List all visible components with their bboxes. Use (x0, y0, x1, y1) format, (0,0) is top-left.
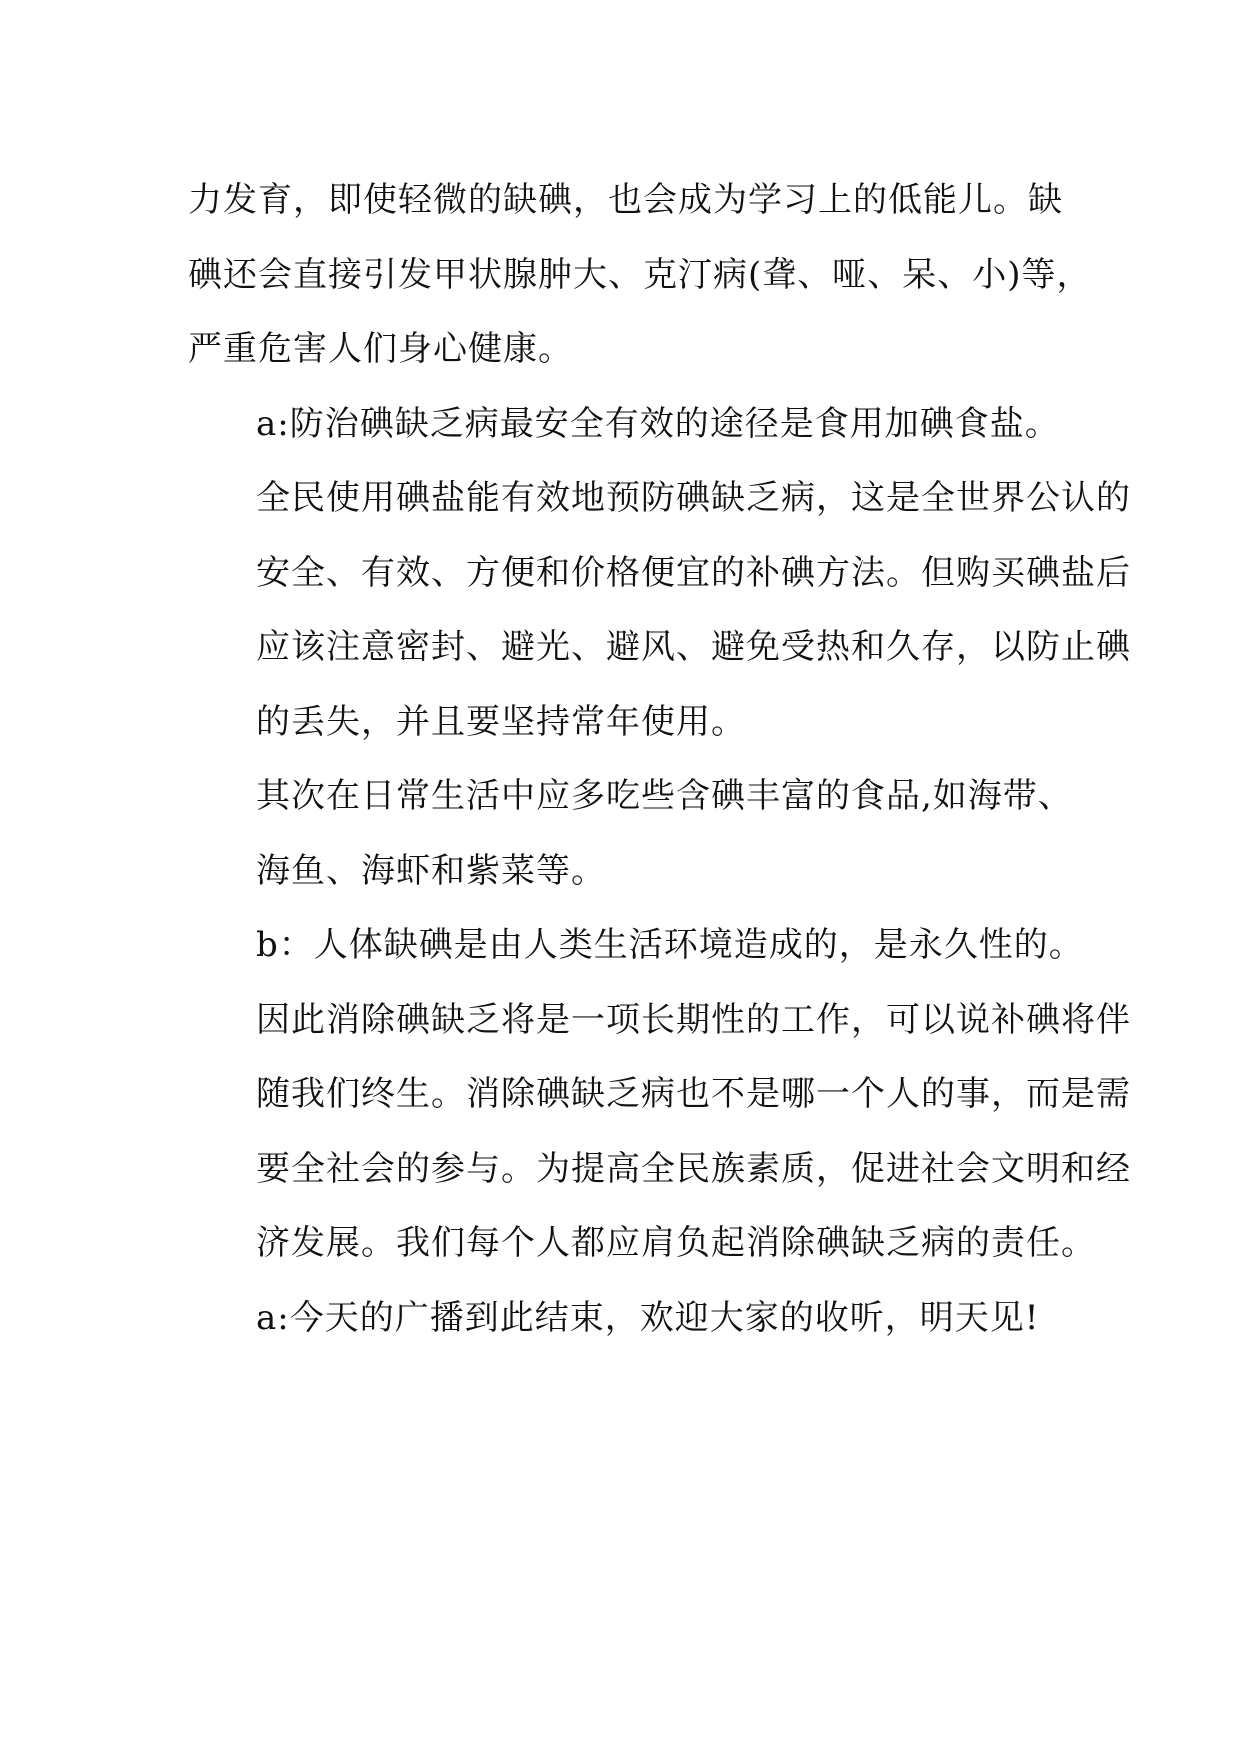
text-line: 安全、有效、方便和价格便宜的补碘方法。但购买碘盐后 (256, 552, 1131, 593)
paragraph-iodine-rich-foods (188, 759, 1073, 908)
text-line: 济发展。我们每个人都应肩负起消除碘缺乏病的责任。 (256, 1223, 1096, 1263)
text-line: b：人体缺碘是由人类生活环境造成的，是永久性的。 (256, 925, 1084, 965)
text-line: 力发育，即使轻微的缺碘，也会成为学习上的低能儿。缺 (188, 180, 1063, 220)
text-line: 应该注意密封、避光、避风、避免受热和久存，以防止碘 (256, 627, 1131, 667)
paragraph-iodized-salt (188, 387, 1131, 760)
text-line: 碘还会直接引发甲状腺肿大、克汀病(聋、哑、呆、小)等， (188, 254, 1092, 295)
document-body (188, 163, 1131, 1355)
paragraph-broadcast-closing (188, 1281, 1068, 1356)
text-line: 全民使用碘盐能有效地预防碘缺乏病，这是全世界公认的 (256, 478, 1131, 518)
text-line: 因此消除碘缺乏将是一项长期性的工作，可以说补碘将伴 (256, 999, 1131, 1040)
text-line: 的丢失，并且要坚持常年使用。 (256, 701, 746, 742)
text-line: 要全社会的参与。为提高全民族素质，促进社会文明和经 (256, 1148, 1131, 1189)
paragraph-long-term-effort (188, 908, 1131, 1281)
text-line: a:防治碘缺乏病最安全有效的途径是食用加碘食盐。 (256, 403, 1060, 444)
text-line: 海鱼、海虾和紫菜等。 (256, 850, 606, 891)
text-line: 严重危害人们身心健康。 (188, 329, 573, 369)
paragraph-iodine-deficiency-harm (188, 163, 1092, 387)
text-line: 随我们终生。消除碘缺乏病也不是哪一个人的事，而是需 (256, 1074, 1131, 1114)
text-line: a:今天的广播到此结束，欢迎大家的收听，明天见! (256, 1297, 1040, 1338)
text-line: 其次在日常生活中应多吃些含碘丰富的食品,如海带、 (256, 776, 1073, 816)
